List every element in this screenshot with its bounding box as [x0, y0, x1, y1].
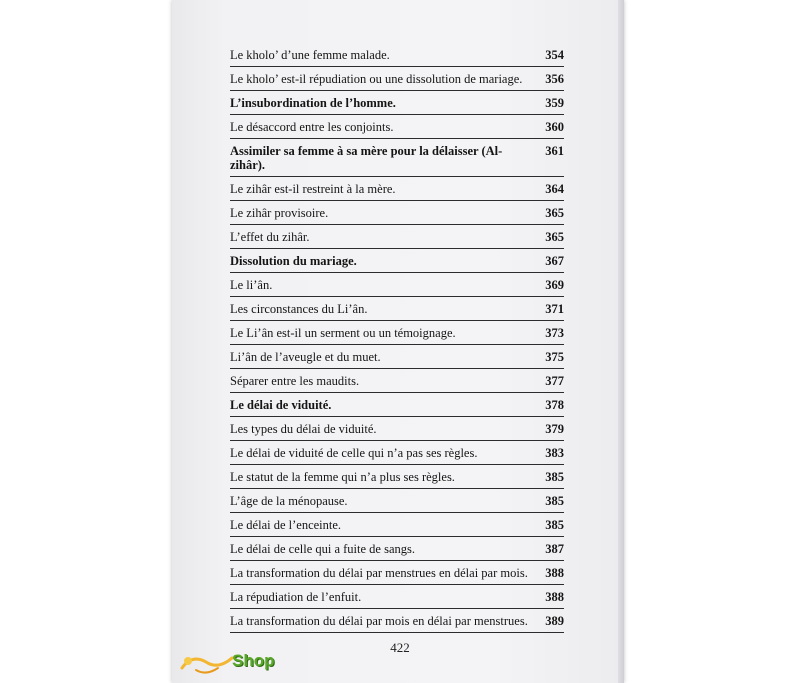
- toc-entry-page: 356: [545, 72, 564, 86]
- toc-entry-page: 378: [545, 398, 564, 412]
- toc-entry-title: L’insubordination de l’homme.: [230, 96, 396, 110]
- toc-entry-page: 359: [545, 96, 564, 110]
- toc-entry: [230, 494, 564, 513]
- toc-entry-page: 375: [545, 350, 564, 364]
- toc-entry-title: Le désaccord entre les conjoints.: [230, 120, 394, 134]
- toc-entry-page: 385: [545, 470, 564, 484]
- toc-entry-title: Les circonstances du Li’ân.: [230, 302, 368, 316]
- toc-entry: [230, 96, 564, 115]
- toc-entry-page: 387: [545, 542, 564, 556]
- toc-entry: [230, 518, 564, 537]
- toc-entry-title: Le délai de viduité.: [230, 398, 332, 412]
- toc-entry-page: 385: [545, 494, 564, 508]
- toc-entry: [230, 206, 564, 225]
- toc-entry-page: 385: [545, 518, 564, 532]
- toc-entry-page: 377: [545, 374, 564, 388]
- toc-entry-page: 383: [545, 446, 564, 460]
- toc-entry: [230, 422, 564, 441]
- toc-entry-title: Le statut de la femme qui n’a plus ses règles.: [230, 470, 455, 484]
- page-number: 422: [390, 640, 410, 655]
- toc-entry-page: 371: [545, 302, 564, 316]
- toc-entry: [230, 302, 564, 321]
- toc-entry: [230, 278, 564, 297]
- toc-entry: [230, 326, 564, 345]
- toc-entry: [230, 566, 564, 585]
- toc-entry: [230, 350, 564, 369]
- toc-entry-title: Le zihâr provisoire.: [230, 206, 329, 220]
- table-of-contents: [230, 48, 564, 638]
- toc-entry-title: Le kholo’ est-il répudiation ou une dissolution de mariage.: [230, 72, 523, 86]
- toc-entry-page: 365: [545, 206, 564, 220]
- toc-entry: [230, 182, 564, 201]
- toc-entry-title: Le zihâr est-il restreint à la mère.: [230, 182, 396, 196]
- toc-entry: [230, 48, 564, 67]
- toc-entry-page: 379: [545, 422, 564, 436]
- toc-entry-page: 365: [545, 230, 564, 244]
- toc-entry: [230, 120, 564, 139]
- toc-entry: [230, 542, 564, 561]
- toc-entry-title: La répudiation de l’enfuit.: [230, 590, 362, 604]
- toc-entry-page: 354: [545, 48, 564, 62]
- toc-entry: [230, 72, 564, 91]
- toc-entry-title: Séparer entre les maudits.: [230, 374, 360, 388]
- toc-entry: [230, 230, 564, 249]
- toc-entry: [230, 446, 564, 465]
- toc-entry-page: 388: [545, 590, 564, 604]
- toc-entry-title: Les types du délai de viduité.: [230, 422, 377, 436]
- toc-entry-title: Dissolution du mariage.: [230, 254, 357, 268]
- toc-entry-title: Le délai de viduité de celle qui n’a pas ses règles.: [230, 446, 478, 460]
- toc-entry-page: 364: [545, 182, 564, 196]
- shop-logo-text: Shop: [232, 651, 275, 670]
- toc-entry: [230, 374, 564, 393]
- toc-entry-title: La transformation du délai par menstrues en délai par mois.: [230, 566, 528, 580]
- toc-entry-title: Le li’ân.: [230, 278, 273, 292]
- toc-entry-page: 388: [545, 566, 564, 580]
- toc-entry-page: 367: [545, 254, 564, 268]
- toc-entry: [230, 470, 564, 489]
- toc-entry-title: Li’ân de l’aveugle et du muet.: [230, 350, 381, 364]
- toc-entry-title: Assimiler sa femme à sa mère pour la délaisser (Al-zihâr).: [230, 144, 503, 172]
- toc-entry-page: 389: [545, 614, 564, 628]
- toc-entry-title: L’effet du zihâr.: [230, 230, 310, 244]
- toc-entry-page: 361: [545, 144, 564, 158]
- toc-entry-page: 360: [545, 120, 564, 134]
- toc-entry-page: 369: [545, 278, 564, 292]
- toc-entry: [230, 254, 564, 273]
- toc-entry-title: La transformation du délai par mois en délai par menstrues.: [230, 614, 528, 628]
- toc-entry-title: L’âge de la ménopause.: [230, 494, 348, 508]
- page-edge: [618, 0, 624, 683]
- toc-entry: [230, 398, 564, 417]
- toc-entry-title: Le Li’ân est-il un serment ou un témoignage.: [230, 326, 456, 340]
- toc-entry: [230, 590, 564, 609]
- toc-entry-title: Le kholo’ d’une femme malade.: [230, 48, 390, 62]
- toc-entry-page: 373: [545, 326, 564, 340]
- toc-entry: [230, 144, 564, 177]
- toc-entry-title: Le délai de celle qui a fuite de sangs.: [230, 542, 415, 556]
- toc-entry-title: Le délai de l’enceinte.: [230, 518, 342, 532]
- toc-entry: [230, 614, 564, 633]
